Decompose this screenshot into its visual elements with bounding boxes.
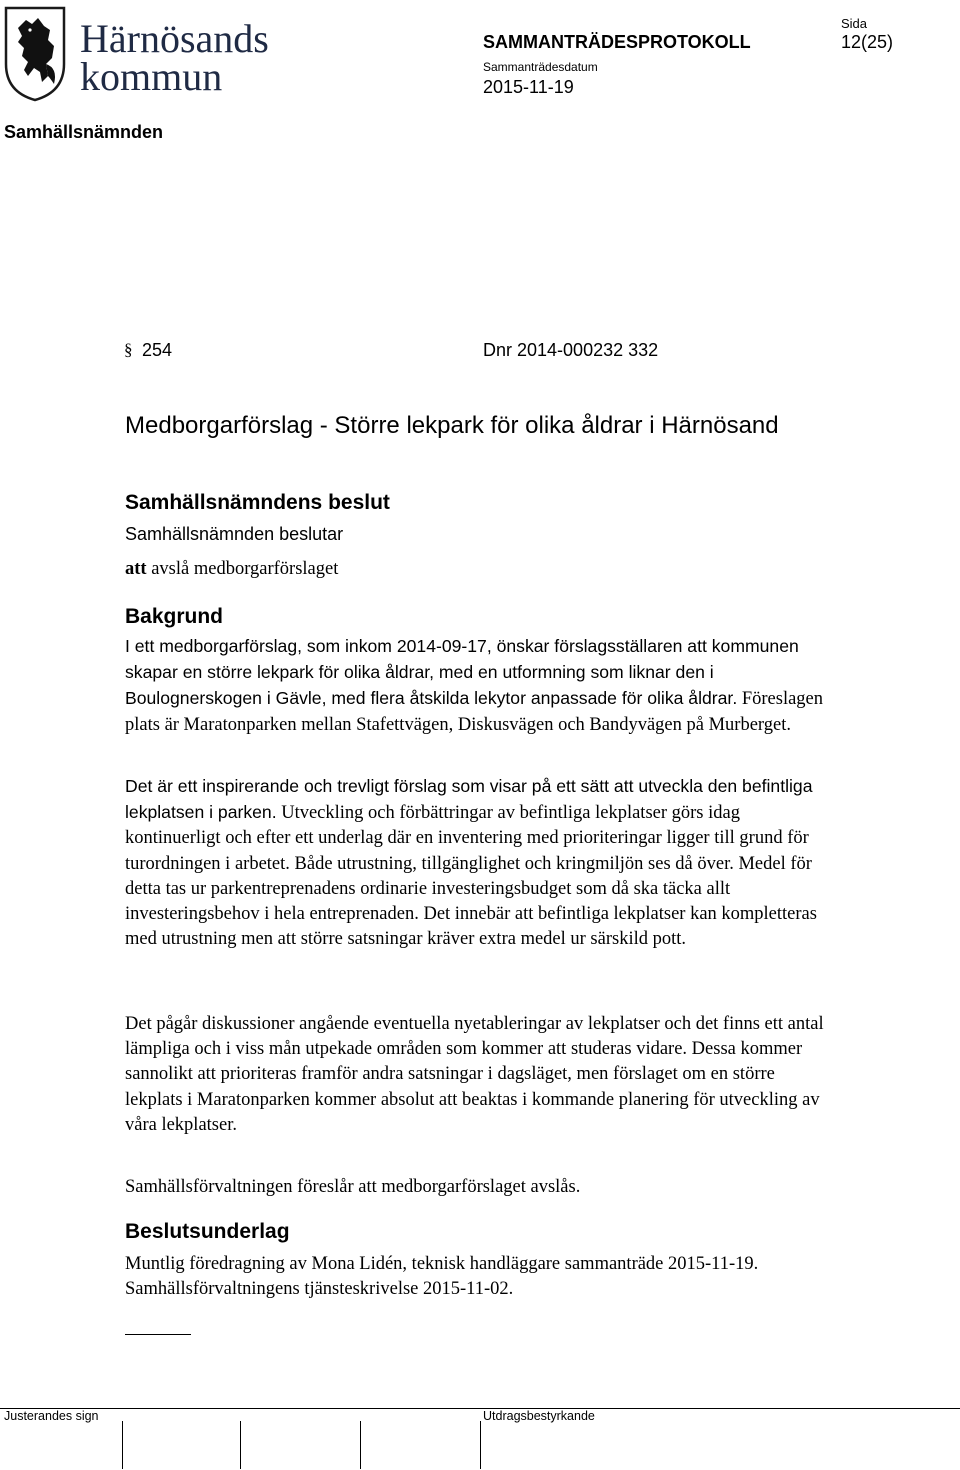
meeting-date: 2015-11-19 bbox=[483, 77, 574, 97]
case-number: 254 bbox=[142, 340, 173, 360]
footer-divider bbox=[0, 1408, 960, 1409]
case-dnr: Dnr 2014-000232 332 bbox=[483, 340, 659, 360]
basis-heading: Beslutsunderlag bbox=[125, 1220, 290, 1243]
background-paragraph-1-part-1: I ett medborgarförslag, som inkom 2014-09-17, önskar förslagsställaren att kommunen skapar en större lekpark för olika åldrar, med en utformning som liknar den i Boulognerskogen i Gävle, med flera åtskilda lekytor anpassade för olika åldrar. bbox=[125, 636, 799, 709]
background-paragraph-2-part-2: Utveckling och förbättringar av befintliga lekplatser görs idag kontinuerligt och efter ett underlag där en inventering med prioriteringar ligger till grund för turordningen i arbetet. Både utrustning, tillgänglighet och kringmiljön ses då över. Medel för detta tas ur parkentreprenadens ordinarie investeringsbudget som då ska täcka allt investeringsbehov i hela entreprenaden. Det innebär att befintliga lekplatser kan kompletteras med utrustning men att större satsningar kräver extra medel ur särskild pott. bbox=[125, 803, 817, 950]
background-heading: Bakgrund bbox=[125, 605, 224, 628]
separator-line bbox=[125, 1334, 191, 1335]
background-paragraph-2-part-1: Det är ett inspirerande och trevligt förslag som visar på ett sätt att utveckla den befintliga lekplatsen i parken. bbox=[125, 776, 813, 823]
page-title: Medborgarförslag - Större lekpark för olika åldrar i Härnösand bbox=[125, 412, 779, 439]
decision-intro: Samhällsnämnden beslutar bbox=[125, 524, 344, 544]
decision-text bbox=[125, 559, 338, 580]
signature-label: Justerandes sign bbox=[4, 1409, 99, 1423]
organization-name: Samhällsnämnden bbox=[4, 122, 164, 142]
logo-line-1: Härnösands bbox=[80, 16, 269, 61]
decision-clause: avslå medborgarförslaget bbox=[146, 559, 339, 579]
page-number: 12(25) bbox=[841, 32, 894, 52]
coat-of-arms-logo bbox=[4, 6, 66, 102]
proposal-statement: Samhällsförvaltningen föreslår att medborgarförslaget avslås. bbox=[125, 1177, 581, 1197]
page-label: Sida bbox=[841, 16, 868, 31]
background-paragraph-1 bbox=[125, 634, 825, 738]
background-paragraph-3: Det pågår diskussioner angående eventuella nyetableringar av lekplatser och det finns ett antal lämpliga och i viss mån utpekade områden som kommer att studeras vidare. Dessa kommer sannolikt att prioriteras framför andra satsningar i dagsläget, men förslaget om en större lekplats i Maratonparken kommer absolut att beaktas i kommande planering för utveckling av våra lekplatser. bbox=[125, 1014, 824, 1135]
att-keyword: att bbox=[125, 559, 147, 579]
signature-box-divider bbox=[240, 1421, 241, 1469]
municipality-logo-text bbox=[80, 16, 269, 99]
background-paragraph-1-part-2: Föreslagen plats är Maratonparken mellan Stafettvägen, Diskusvägen och Bandyvägen på Murberget. bbox=[125, 689, 824, 735]
basis-text: Muntlig föredragning av Mona Lidén, teknisk handläggare sammanträde 2015-11-19. Samhällsförvaltningens tjänsteskrivelse 2015-11-02. bbox=[125, 1254, 759, 1300]
meeting-date-label: Sammanträdesdatum bbox=[483, 60, 598, 74]
decision-heading: Samhällsnämndens beslut bbox=[125, 491, 390, 514]
logo-line-2: kommun bbox=[80, 54, 223, 99]
signature-box-divider bbox=[480, 1421, 481, 1469]
signature-box-divider bbox=[122, 1421, 123, 1469]
paragraph-symbol: § bbox=[124, 340, 133, 359]
document-type: SAMMANTRÄDESPROTOKOLL bbox=[483, 32, 751, 52]
background-paragraph-2 bbox=[125, 774, 825, 952]
signature-box-divider bbox=[360, 1421, 361, 1469]
certification-label: Utdragsbestyrkande bbox=[483, 1409, 595, 1423]
